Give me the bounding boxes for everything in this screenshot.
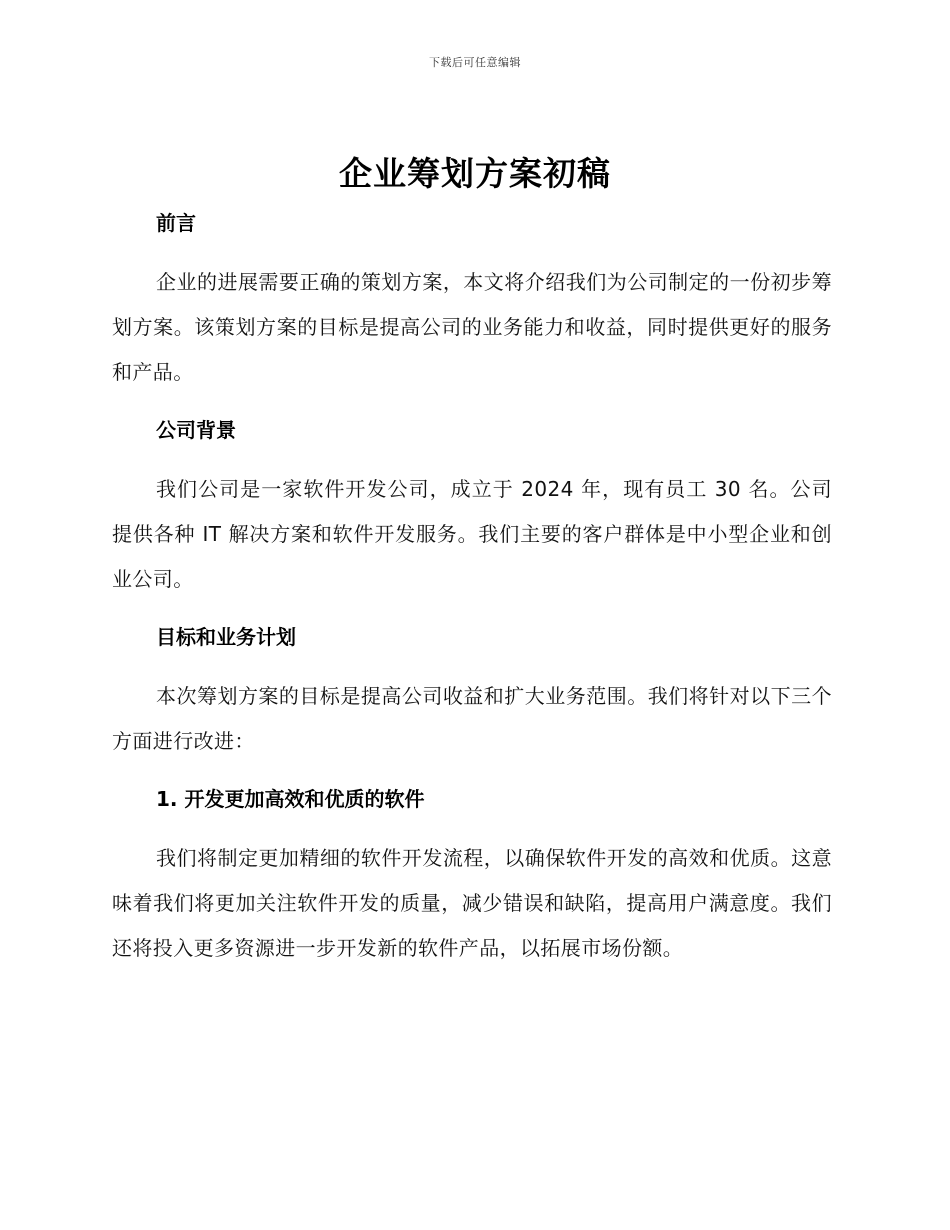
section-heading: 前言 bbox=[156, 211, 196, 235]
section-efficient-software bbox=[112, 776, 832, 971]
section-heading: 公司背景 bbox=[156, 418, 236, 442]
section-preface bbox=[112, 200, 832, 395]
document-title: 企业筹划方案初稿 bbox=[339, 154, 611, 193]
document-body bbox=[112, 200, 832, 971]
section-heading: 目标和业务计划 bbox=[156, 625, 296, 649]
section-paragraph: 我们将制定更加精细的软件开发流程，以确保软件开发的高效和优质。这意味着我们将更加关注软件开发的质量，减少错误和缺陷，提高用户满意度。我们还将投入更多资源进一步开发新的软件产品，以拓展市场份额。 bbox=[112, 846, 832, 960]
section-company-background bbox=[112, 407, 832, 602]
section-goals-plan bbox=[112, 614, 832, 764]
section-paragraph: 企业的进展需要正确的策划方案，本文将介绍我们为公司制定的一份初步筹划方案。该策划方案的目标是提高公司的业务能力和收益，同时提供更好的服务和产品。 bbox=[112, 270, 832, 384]
page-header-note: 下载后可任意编辑 bbox=[429, 56, 521, 69]
section-paragraph: 我们公司是一家软件开发公司，成立于 2024 年，现有员工 30 名。公司提供各种 IT 解决方案和软件开发服务。我们主要的客户群体是中小型企业和创业公司。 bbox=[112, 477, 832, 591]
section-paragraph: 本次筹划方案的目标是提高公司收益和扩大业务范围。我们将针对以下三个方面进行改进： bbox=[112, 684, 832, 753]
section-heading: 1. 开发更加高效和优质的软件 bbox=[156, 787, 425, 811]
